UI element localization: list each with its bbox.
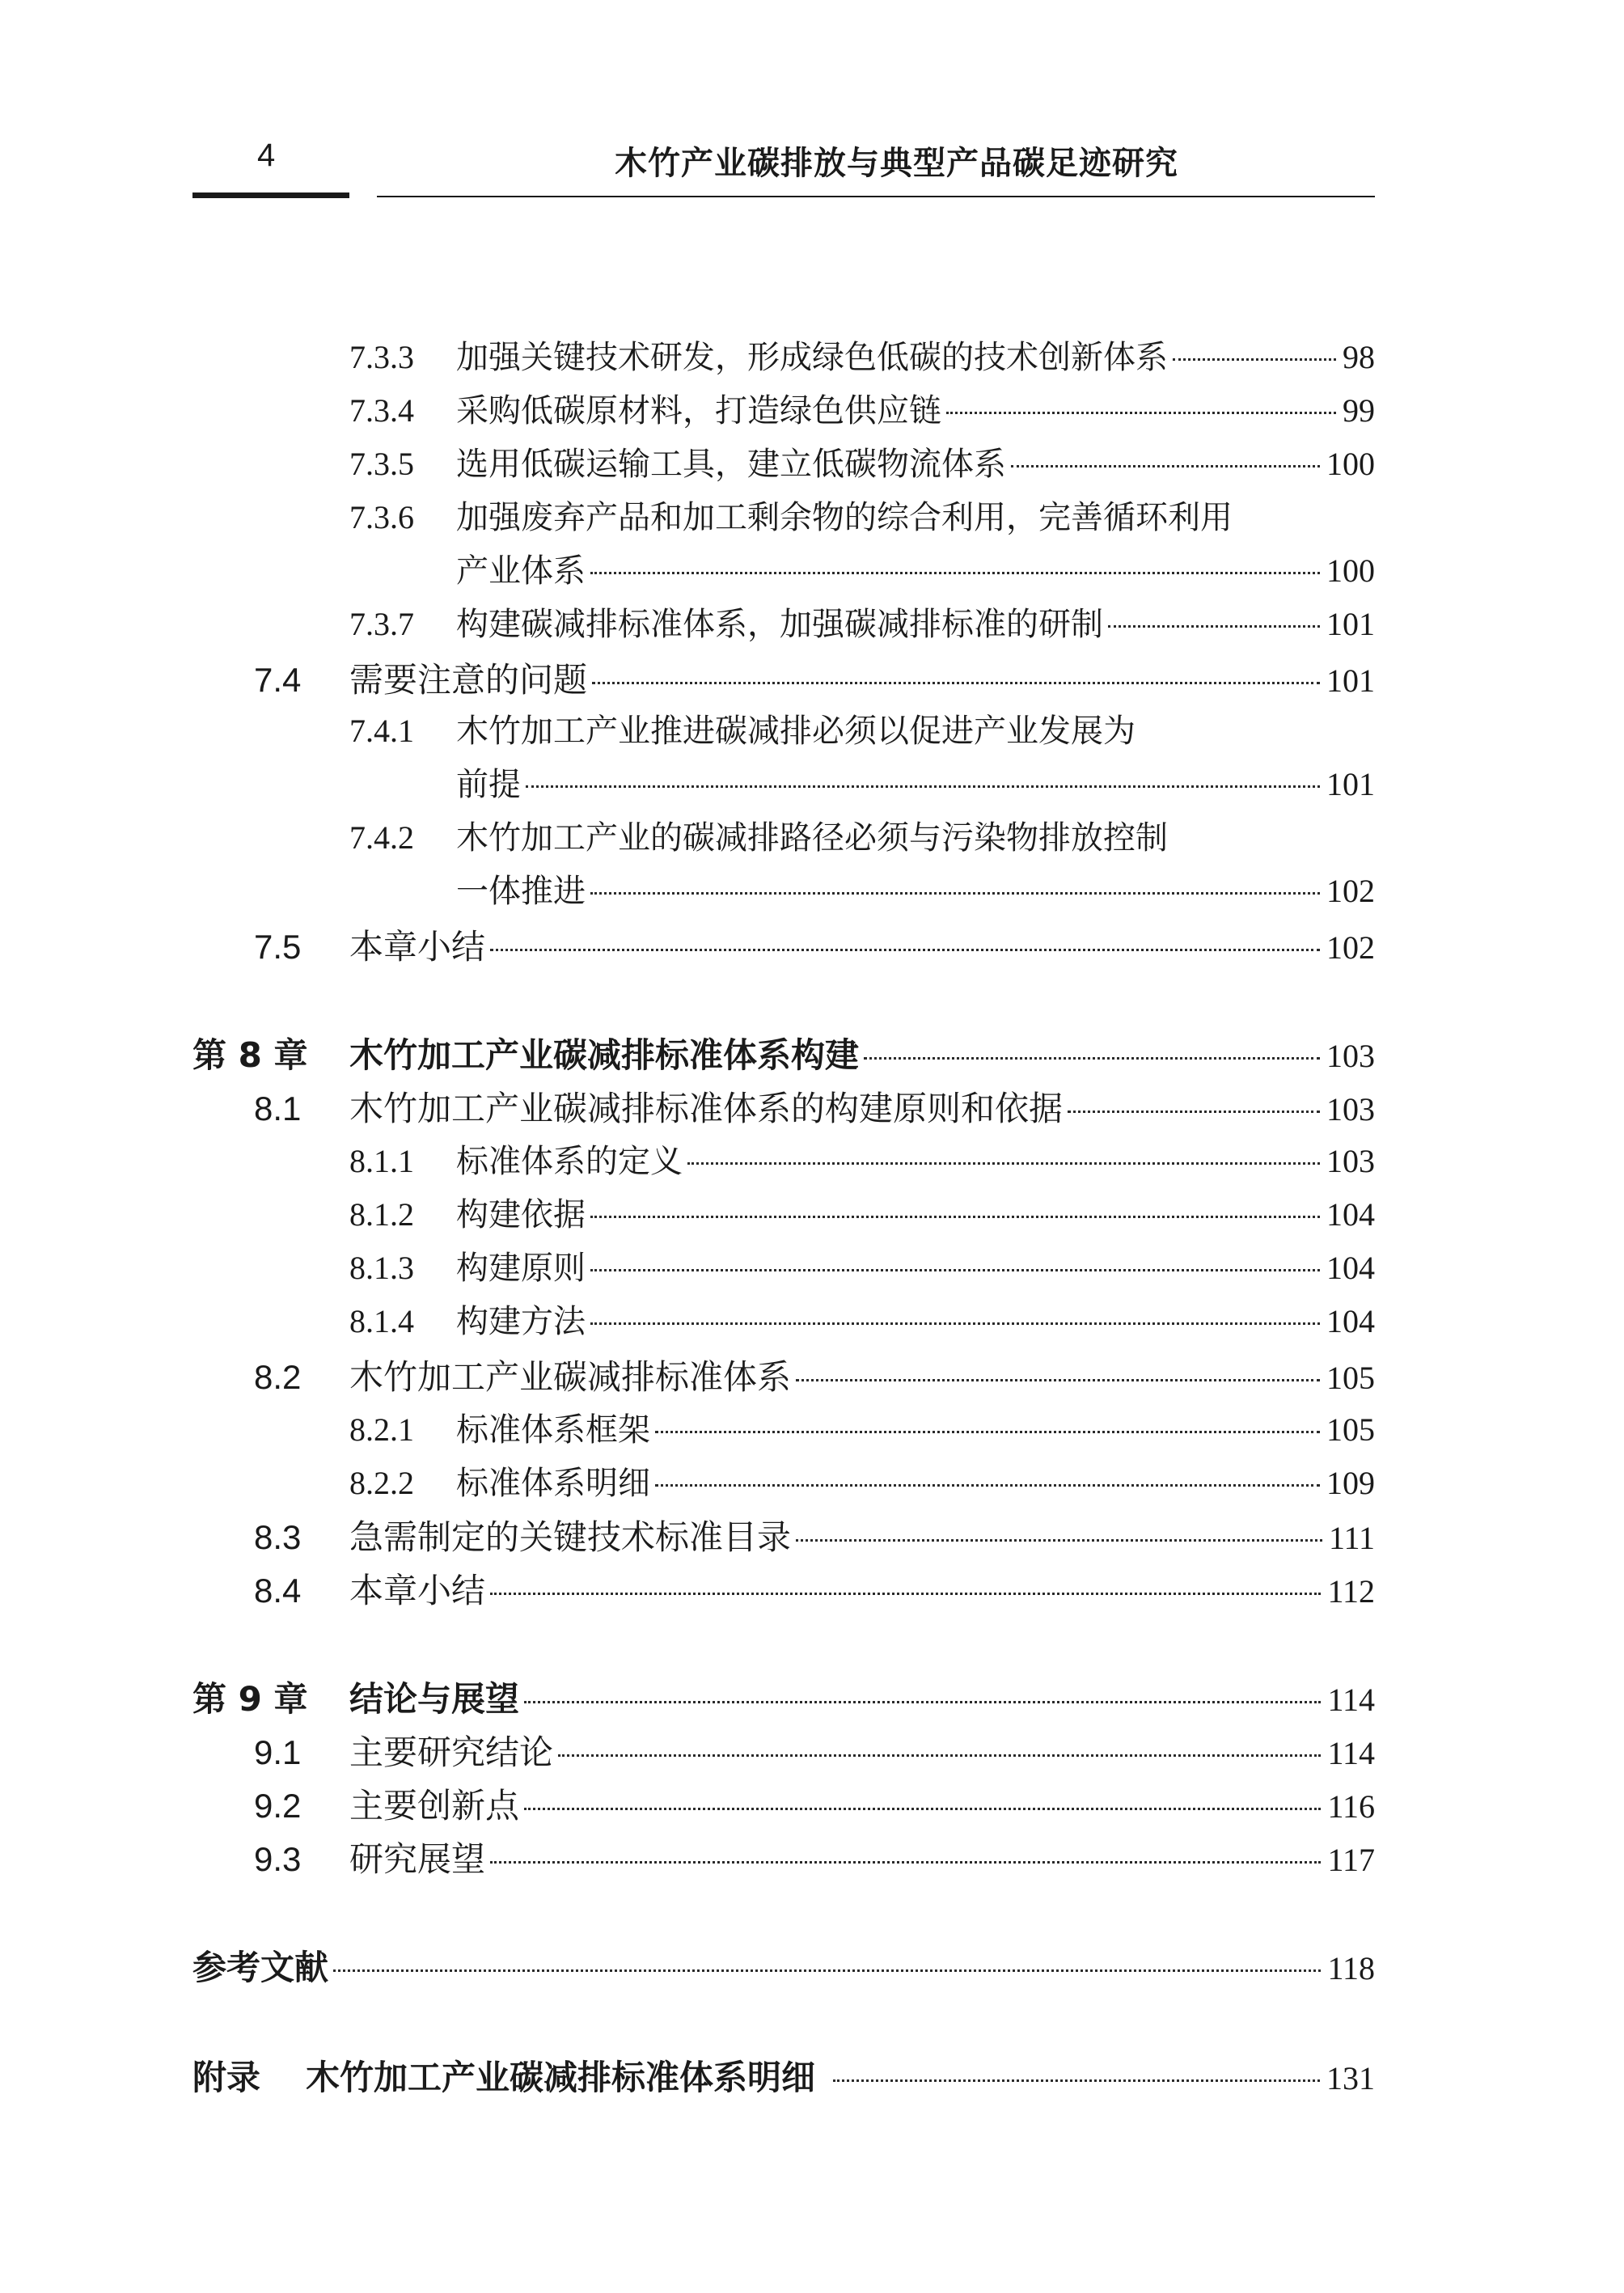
dot-leader	[592, 682, 1320, 684]
toc-entry-7-4-2-continued[interactable]	[456, 865, 1375, 914]
toc-entry-8-1-1[interactable]	[349, 1136, 1375, 1184]
toc-section-page: 102	[1326, 929, 1375, 966]
dot-leader	[590, 892, 1320, 895]
toc-section-page: 112	[1327, 1573, 1375, 1610]
toc-chapter-label: 第 8 章	[192, 1035, 308, 1075]
toc-section-8-4[interactable]	[254, 1564, 1375, 1613]
dot-leader	[1068, 1111, 1320, 1113]
toc-entry-number: 7.3.3	[349, 339, 414, 375]
toc-entry-7-4-1[interactable]	[349, 705, 1375, 754]
toc-entry-number: 7.3.5	[349, 446, 414, 482]
toc-chapter-8[interactable]	[192, 1029, 1375, 1077]
toc-entry-title-continued: 一体推进	[456, 873, 586, 910]
dot-leader	[687, 1162, 1320, 1165]
dot-leader	[524, 1808, 1321, 1810]
toc-entry-title: 标准体系的定义	[456, 1143, 683, 1180]
dot-leader	[333, 1969, 1321, 1972]
dot-leader	[1108, 625, 1320, 628]
dot-leader	[590, 1216, 1320, 1218]
toc-references-page: 118	[1327, 1950, 1375, 1986]
toc-entry-7-3-6-continued[interactable]	[456, 545, 1375, 594]
toc-chapter-label: 第 9 章	[192, 1679, 308, 1719]
running-header-title: 木竹产业碳排放与典型产品碳足迹研究	[615, 145, 1178, 182]
toc-section-number: 9.3	[254, 1840, 302, 1878]
toc-section-title: 木竹加工产业碳减排标准体系	[349, 1357, 792, 1397]
toc-entry-7-3-5[interactable]	[349, 438, 1375, 487]
toc-chapter-page: 103	[1326, 1038, 1375, 1074]
dot-leader	[490, 1861, 1321, 1864]
toc-entry-page: 102	[1326, 873, 1375, 909]
toc-section-number: 8.1	[254, 1089, 302, 1127]
dot-leader	[796, 1539, 1322, 1542]
toc-section-title: 研究展望	[349, 1839, 486, 1879]
toc-chapter-title: 木竹加工产业碳减排标准体系构建	[349, 1035, 860, 1075]
toc-chapter-9[interactable]	[192, 1673, 1375, 1721]
toc-entry-title: 选用低碳运输工具，建立低碳物流体系	[456, 446, 1006, 483]
toc-appendix-label: 附录	[192, 2058, 261, 2097]
toc-entry-7-3-7[interactable]	[349, 599, 1375, 647]
toc-entry-number: 8.1.4	[349, 1303, 414, 1339]
toc-section-title: 需要注意的问题	[349, 660, 588, 700]
toc-entry-7-4-1-continued[interactable]	[456, 759, 1375, 807]
toc-appendix-page: 131	[1326, 2060, 1375, 2096]
toc-section-page: 105	[1326, 1360, 1375, 1396]
toc-section-8-1[interactable]	[254, 1082, 1375, 1131]
toc-entry-page: 100	[1326, 446, 1375, 482]
toc-entry-number: 8.2.2	[349, 1465, 414, 1501]
toc-entry-page: 101	[1326, 606, 1375, 642]
toc-entry-title: 木竹加工产业推进碳减排必须以促进产业发展为	[456, 713, 1136, 750]
dot-leader	[655, 1431, 1320, 1433]
toc-section-page: 114	[1327, 1735, 1375, 1771]
toc-chapter-title: 结论与展望	[349, 1679, 520, 1719]
toc-section-title: 本章小结	[349, 1571, 486, 1610]
dot-leader	[590, 1269, 1320, 1271]
dot-leader	[490, 949, 1320, 951]
toc-entry-7-3-4[interactable]	[349, 385, 1375, 434]
toc-entry-page: 105	[1326, 1411, 1375, 1448]
toc-section-title: 急需制定的关键技术标准目录	[349, 1517, 792, 1557]
toc-section-number: 8.2	[254, 1358, 302, 1396]
toc-entry-page: 98	[1343, 339, 1375, 375]
toc-chapter-page: 114	[1327, 1682, 1375, 1718]
toc-section-number: 9.1	[254, 1733, 302, 1771]
toc-section-7-5[interactable]	[254, 920, 1375, 969]
toc-section-9-3[interactable]	[254, 1833, 1375, 1881]
toc-appendix[interactable]	[192, 2051, 1375, 2100]
toc-section-8-2[interactable]	[254, 1351, 1375, 1399]
dot-leader	[590, 1322, 1320, 1325]
dot-leader	[655, 1484, 1320, 1487]
toc-entry-number: 8.1.3	[349, 1250, 414, 1286]
dot-leader	[524, 1701, 1321, 1703]
toc-section-7-4[interactable]	[254, 654, 1375, 702]
toc-entry-number: 7.4.2	[349, 819, 414, 856]
toc-entry-page: 104	[1326, 1303, 1375, 1339]
toc-entry-title: 构建依据	[456, 1196, 586, 1233]
toc-entry-8-2-2[interactable]	[349, 1457, 1375, 1506]
toc-entry-title: 木竹加工产业的碳减排路径必须与污染物排放控制	[456, 819, 1168, 857]
toc-section-title: 主要创新点	[349, 1786, 520, 1826]
toc-references[interactable]	[192, 1941, 1375, 1990]
toc-section-8-3[interactable]	[254, 1511, 1375, 1559]
toc-section-number: 7.4	[254, 661, 302, 699]
toc-entry-7-3-3[interactable]	[349, 332, 1375, 380]
toc-entry-7-4-2[interactable]	[349, 812, 1375, 861]
toc-appendix-title: 木竹加工产业碳减排标准体系明细	[306, 2058, 816, 2097]
toc-section-page: 111	[1328, 1520, 1375, 1556]
page-number: 4	[257, 137, 276, 173]
toc-entry-8-1-4[interactable]	[349, 1296, 1375, 1344]
dot-leader	[558, 1754, 1321, 1757]
toc-entry-page: 99	[1343, 392, 1375, 429]
toc-section-page: 101	[1326, 662, 1375, 699]
toc-section-number: 8.3	[254, 1518, 302, 1556]
toc-section-title: 本章小结	[349, 927, 486, 967]
toc-section-9-2[interactable]	[254, 1779, 1375, 1828]
toc-entry-page: 103	[1326, 1143, 1375, 1179]
toc-section-title: 木竹加工产业碳减排标准体系的构建原则和依据	[349, 1089, 1064, 1128]
toc-entry-number: 8.2.1	[349, 1411, 414, 1448]
toc-entry-7-3-6[interactable]	[349, 492, 1375, 540]
toc-section-number: 8.4	[254, 1572, 302, 1610]
dot-leader	[864, 1057, 1320, 1060]
dot-leader	[1173, 358, 1336, 361]
toc-entry-title: 标准体系框架	[456, 1411, 650, 1449]
dot-leader	[590, 572, 1320, 574]
toc-entry-title: 采购低碳原材料，打造绿色供应链	[456, 392, 941, 429]
toc-section-number: 7.5	[254, 928, 302, 966]
toc-section-title: 主要研究结论	[349, 1732, 554, 1772]
dot-leader	[1011, 465, 1320, 467]
toc-entry-number: 7.3.6	[349, 499, 414, 535]
toc-entry-page: 104	[1326, 1196, 1375, 1233]
dot-leader	[946, 412, 1336, 414]
toc-section-9-1[interactable]	[254, 1726, 1375, 1775]
toc-section-number: 9.2	[254, 1787, 302, 1825]
toc-entry-number: 8.1.1	[349, 1143, 414, 1179]
toc-entry-title: 构建原则	[456, 1250, 586, 1287]
toc-section-page: 103	[1326, 1091, 1375, 1127]
toc-entry-number: 7.4.1	[349, 713, 414, 749]
toc-entry-title: 构建碳减排标准体系，加强碳减排标准的研制	[456, 606, 1103, 643]
toc-entry-title: 标准体系明细	[456, 1465, 650, 1502]
dot-leader	[490, 1593, 1321, 1595]
dot-leader	[526, 785, 1320, 788]
toc-entry-title-continued: 产业体系	[456, 552, 586, 590]
toc-entry-8-2-1[interactable]	[349, 1404, 1375, 1453]
toc-section-page: 116	[1327, 1788, 1375, 1825]
toc-entry-page: 100	[1326, 552, 1375, 589]
toc-entry-title: 构建方法	[456, 1303, 586, 1340]
toc-references-title: 参考文献	[192, 1948, 329, 1987]
toc-entry-title: 加强废弃产品和加工剩余物的综合利用，完善循环利用	[456, 499, 1233, 536]
toc-entry-page: 109	[1326, 1465, 1375, 1501]
toc-entry-page: 101	[1326, 766, 1375, 802]
toc-entry-8-1-3[interactable]	[349, 1242, 1375, 1291]
toc-section-page: 117	[1327, 1842, 1375, 1878]
dot-leader	[796, 1379, 1320, 1381]
toc-entry-page: 104	[1326, 1250, 1375, 1286]
toc-entry-title-continued: 前提	[456, 766, 521, 803]
toc-entry-number: 7.3.4	[349, 392, 414, 429]
dot-leader	[833, 2079, 1320, 2082]
toc-entry-number: 7.3.7	[349, 606, 414, 642]
toc-entry-title: 加强关键技术研发，形成绿色低碳的技术创新体系	[456, 339, 1168, 376]
toc-entry-number: 8.1.2	[349, 1196, 414, 1233]
toc-entry-8-1-2[interactable]	[349, 1189, 1375, 1237]
